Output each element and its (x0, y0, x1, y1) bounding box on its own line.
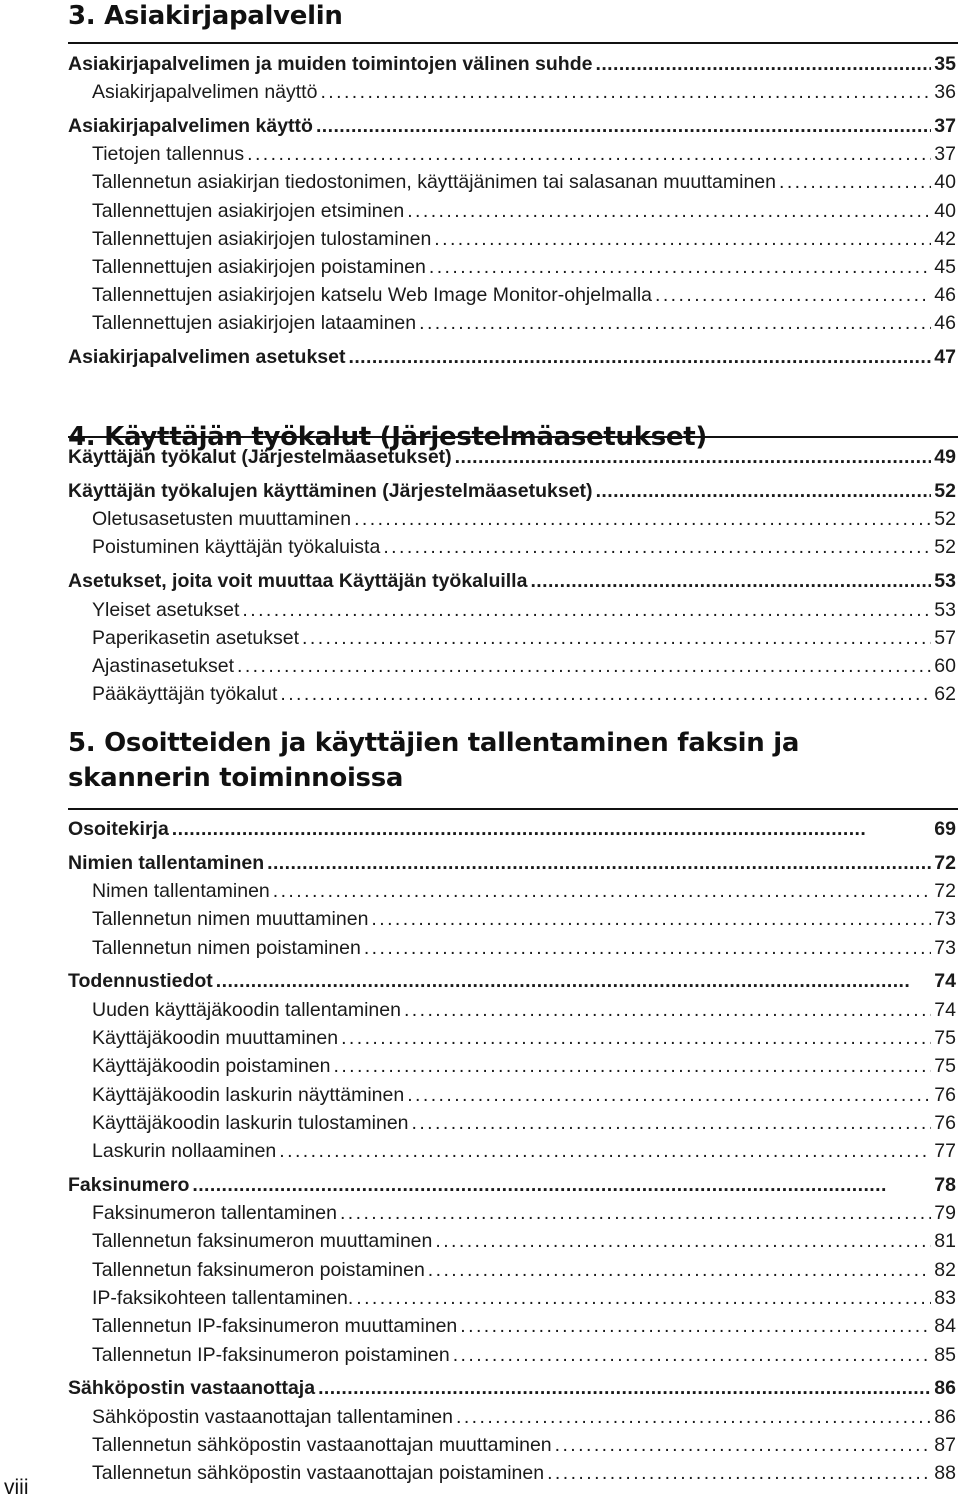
toc-entry-page: 47 (934, 346, 956, 368)
toc-entry-title: Tallennetun faksinumeron poistaminen (92, 1258, 425, 1281)
toc-entry-page: 52 (934, 536, 956, 559)
dot-leader (341, 1024, 931, 1052)
dot-leader (279, 1137, 931, 1165)
toc-entry-page: 40 (934, 199, 956, 222)
dot-leader (453, 1341, 932, 1369)
toc-entry-page: 57 (934, 626, 956, 649)
toc-entry-page: 74 (934, 998, 956, 1021)
toc-entry-title: IP-faksikohteen tallentaminen. (92, 1287, 354, 1309)
toc-entry-subsection[interactable] (92, 1459, 956, 1487)
chapter-title: 3. Asiakirjapalvelin (68, 1, 343, 31)
chapter-rule (68, 42, 958, 44)
toc-entry-title: Faksinumero (68, 1173, 190, 1196)
toc-entry-title: Yleiset asetukset (92, 598, 240, 621)
dot-leader (460, 1312, 931, 1340)
dot-leader (354, 505, 931, 533)
dot-leader (364, 934, 931, 962)
toc-entry-title: Käyttäjäkoodin poistaminen (92, 1055, 331, 1078)
toc-entry-page: 77 (934, 1140, 956, 1163)
toc-entry-page: 74 (934, 970, 956, 993)
toc-entry-title: Asetukset, joita voit muuttaa Käyttäjän työkaluilla (68, 570, 528, 593)
dot-leader (383, 533, 931, 561)
toc-entry-title: Tallennetun IP-faksinumeron muuttaminen (92, 1315, 458, 1338)
toc-entry-page: 85 (934, 1343, 956, 1366)
dot-leader (435, 1227, 931, 1255)
toc-entry-title: Tallennetun nimen poistaminen (92, 936, 361, 959)
toc-entry-page: 83 (934, 1287, 956, 1309)
dot-leader (273, 877, 932, 905)
toc-entry-page: 86 (934, 1405, 956, 1428)
dot-leader (404, 996, 931, 1024)
toc-entry-title: Tallennettujen asiakirjojen etsiminen (92, 199, 405, 222)
toc-entry-subsection[interactable] (92, 624, 956, 652)
toc-entry-title: Pääkäyttäjän työkalut (92, 683, 278, 706)
dot-leader (356, 1284, 931, 1312)
dot-leader (316, 112, 931, 140)
dot-leader (349, 343, 932, 371)
toc-entry-subsection[interactable] (92, 1227, 956, 1255)
toc-entry-subsection[interactable] (92, 1109, 956, 1137)
toc-entry-section[interactable] (68, 567, 956, 595)
toc-entry-page: 81 (934, 1230, 956, 1253)
toc-entry-title: Oletusasetusten muuttaminen (92, 508, 352, 531)
dot-leader (779, 168, 931, 196)
toc-entry-subsection[interactable] (92, 1024, 956, 1052)
toc-entry-page: 69 (934, 818, 956, 840)
dot-leader (455, 443, 932, 471)
dot-leader (280, 680, 931, 708)
toc-entry-title: Asiakirjapalvelimen käyttö (68, 114, 313, 137)
page-number: viii (4, 1476, 29, 1499)
toc-entry-subsection[interactable] (92, 1431, 956, 1459)
dot-leader (555, 1431, 932, 1459)
toc-entry-subsection[interactable] (92, 905, 956, 933)
toc-entry-page: 37 (934, 114, 956, 137)
toc-entry-title: Tallennetun nimen muuttaminen (92, 908, 369, 931)
dot-leader (192, 1171, 931, 1199)
toc-entry-page: 52 (934, 508, 956, 531)
toc-entry-title: Uuden käyttäjäkoodin tallentaminen (92, 998, 401, 1021)
toc-entry-page: 79 (934, 1202, 956, 1225)
dot-leader (334, 1052, 932, 1080)
toc-entry-title: Tallennetun asiakirjan tiedostonimen, käyttäjänimen tai salasanan muuttaminen (92, 171, 776, 194)
toc-entry-section[interactable] (68, 1374, 956, 1402)
toc-entry-subsection[interactable] (92, 1081, 956, 1109)
toc-entry-subsection[interactable] (92, 197, 956, 225)
toc-entry-page: 86 (934, 1377, 956, 1400)
dot-leader (172, 815, 932, 843)
toc-entry-page: 45 (934, 255, 956, 278)
toc-entry-section[interactable] (68, 50, 956, 78)
toc-entry-subsection[interactable] (92, 225, 956, 253)
dot-leader (530, 567, 931, 595)
toc-entry-page: 72 (934, 851, 956, 874)
toc-entry-title: Tallennetun faksinumeron muuttaminen (92, 1230, 433, 1253)
dot-leader (320, 78, 931, 106)
toc-entry-page: 46 (934, 284, 956, 307)
toc-entry-title: Tallennettujen asiakirjojen tulostaminen (92, 227, 432, 250)
dot-leader (247, 140, 931, 168)
toc-entry-page: 87 (934, 1433, 956, 1456)
dot-leader (595, 50, 931, 78)
dot-leader (412, 1109, 932, 1137)
dot-leader (407, 1081, 931, 1109)
dot-leader (428, 1256, 932, 1284)
toc-entry-page: 62 (934, 683, 956, 706)
toc-entry-subsection[interactable] (92, 680, 956, 708)
toc-entry-page: 46 (934, 312, 956, 335)
dot-leader (407, 197, 931, 225)
dot-leader (434, 225, 931, 253)
toc-entry-title: Asiakirjapalvelimen näyttö (92, 81, 318, 104)
toc-entry-title: Osoitekirja (68, 818, 169, 840)
toc-entry-title: Tallennettujen asiakirjojen poistaminen (92, 255, 426, 278)
toc-entry-page: 73 (934, 936, 956, 959)
toc-entry-page: 78 (934, 1173, 956, 1196)
toc-entry-page: 49 (934, 446, 956, 468)
dot-leader (655, 281, 931, 309)
dot-leader (429, 253, 931, 281)
toc-entry-page: 73 (934, 908, 956, 931)
toc-entry-section[interactable] (68, 343, 956, 371)
toc-entry-subsection[interactable] (92, 533, 956, 561)
chapter-title: 4. Käyttäjän työkalut (Järjestelmäasetukset) (68, 422, 707, 452)
toc-entry-page: 88 (934, 1462, 956, 1485)
toc-entry-subsection[interactable] (92, 1052, 956, 1080)
toc-entry-title: Käyttäjäkoodin laskurin tulostaminen (92, 1111, 409, 1134)
toc-entry-page: 35 (934, 53, 956, 75)
dot-leader (242, 596, 931, 624)
toc-entry-section[interactable] (68, 477, 956, 505)
toc-entry-page: 52 (934, 479, 956, 502)
toc-entry-subsection[interactable] (92, 253, 956, 281)
toc-entry-page: 40 (934, 171, 956, 194)
chapter-rule (68, 808, 958, 810)
dot-leader (340, 1199, 931, 1227)
toc-entry-title: Nimen tallentaminen (92, 880, 270, 903)
toc-entry-subsection[interactable] (92, 652, 956, 680)
toc-entry-page: 53 (934, 598, 956, 621)
toc-entry-title: Laskurin nollaaminen (92, 1140, 277, 1163)
toc-entry-page: 37 (934, 143, 956, 166)
toc-entry-page: 42 (934, 227, 956, 250)
toc-entry-page: 75 (934, 1055, 956, 1078)
toc-entry-subsection[interactable] (92, 78, 956, 106)
toc-entry-page: 82 (934, 1258, 956, 1281)
toc-entry-title: Tallennetun sähköpostin vastaanottajan poistaminen (92, 1462, 545, 1485)
toc-entry-title: Asiakirjapalvelimen asetukset (68, 346, 346, 368)
toc-entry-section[interactable] (68, 849, 956, 877)
toc-entry-title: Käyttäjän työkalut (Järjestelmäasetukset) (68, 446, 452, 468)
toc-entry-subsection[interactable] (92, 934, 956, 962)
toc-entry-section[interactable] (68, 815, 956, 843)
toc-entry-page: 53 (934, 570, 956, 593)
toc-entry-subsection[interactable] (92, 596, 956, 624)
toc-entry-section[interactable] (68, 443, 956, 471)
toc-entry-title: Tallennetun IP-faksinumeron poistaminen (92, 1343, 450, 1366)
toc-entry-title: Käyttäjän työkalujen käyttäminen (Järjestelmäasetukset) (68, 479, 593, 502)
toc-entry-title: Asiakirjapalvelimen ja muiden toimintojen välinen suhde (68, 53, 593, 75)
toc-entry-title: Tallennetun sähköpostin vastaanottajan muuttaminen (92, 1433, 552, 1456)
toc-entry-subsection[interactable] (92, 140, 956, 168)
toc-entry-subsection[interactable] (92, 996, 956, 1024)
toc-entry-title: Käyttäjäkoodin muuttaminen (92, 1027, 339, 1049)
dot-leader (596, 477, 932, 505)
toc-entry-title: Tietojen tallennus (92, 143, 245, 166)
dot-leader (267, 849, 931, 877)
toc-entry-subsection[interactable] (92, 877, 956, 905)
toc-entry-page: 60 (934, 655, 956, 678)
toc-entry-page: 76 (934, 1083, 956, 1106)
dot-leader (456, 1403, 931, 1431)
toc-entry-title: Ajastinasetukset (92, 655, 234, 678)
toc-entry-title: Sähköpostin vastaanottaja (68, 1377, 316, 1400)
toc-entry-title: Tallennettujen asiakirjojen lataaminen (92, 312, 417, 335)
dot-leader (302, 624, 931, 652)
dot-leader (419, 309, 931, 337)
toc-entry-title: Poistuminen käyttäjän työkaluista (92, 536, 381, 559)
toc-entry-subsection[interactable] (92, 281, 956, 309)
dot-leader (318, 1374, 931, 1402)
toc-entry-page: 36 (934, 81, 956, 104)
toc-entry-section[interactable] (68, 1171, 956, 1199)
toc-entry-page: 84 (934, 1315, 956, 1338)
toc-entry-title: Todennustiedot (68, 970, 213, 993)
dot-leader (237, 652, 931, 680)
toc-entry-subsection[interactable] (92, 1312, 956, 1340)
toc-entry-title: Käyttäjäkoodin laskurin näyttäminen (92, 1083, 405, 1106)
toc-entry-title: Nimien tallentaminen (68, 851, 265, 874)
toc-entry-subsection[interactable] (92, 168, 956, 196)
toc-entry-subsection[interactable] (92, 505, 956, 533)
toc-entry-title: Paperikasetin asetukset (92, 626, 300, 649)
toc-entry-page: 72 (934, 880, 956, 903)
toc-entry-subsection[interactable] (92, 309, 956, 337)
dot-leader (547, 1459, 931, 1487)
toc-entry-subsection[interactable] (92, 1137, 956, 1165)
toc-entry-title: Tallennettujen asiakirjojen katselu Web Image Monitor-ohjelmalla (92, 284, 653, 307)
chapter-title: 5. Osoitteiden ja käyttäjien tallentaminen faksin ja skannerin toiminnoissa (68, 728, 800, 793)
toc-entry-subsection[interactable] (92, 1284, 956, 1312)
toc-entry-subsection[interactable] (92, 1403, 956, 1431)
chapter-rule (68, 436, 958, 438)
dot-leader (371, 905, 931, 933)
toc-entry-title: Sähköpostin vastaanottajan tallentaminen (92, 1405, 453, 1428)
toc-entry-title: Faksinumeron tallentaminen (92, 1202, 337, 1225)
toc-entry-subsection[interactable] (92, 1256, 956, 1284)
toc-entry-page: 76 (934, 1111, 956, 1134)
toc-entry-section[interactable] (68, 112, 956, 140)
toc-entry-subsection[interactable] (92, 1341, 956, 1369)
toc-entry-page: 75 (934, 1027, 956, 1049)
dot-leader (216, 967, 932, 995)
toc-entry-subsection[interactable] (92, 1199, 956, 1227)
toc-entry-section[interactable] (68, 967, 956, 995)
